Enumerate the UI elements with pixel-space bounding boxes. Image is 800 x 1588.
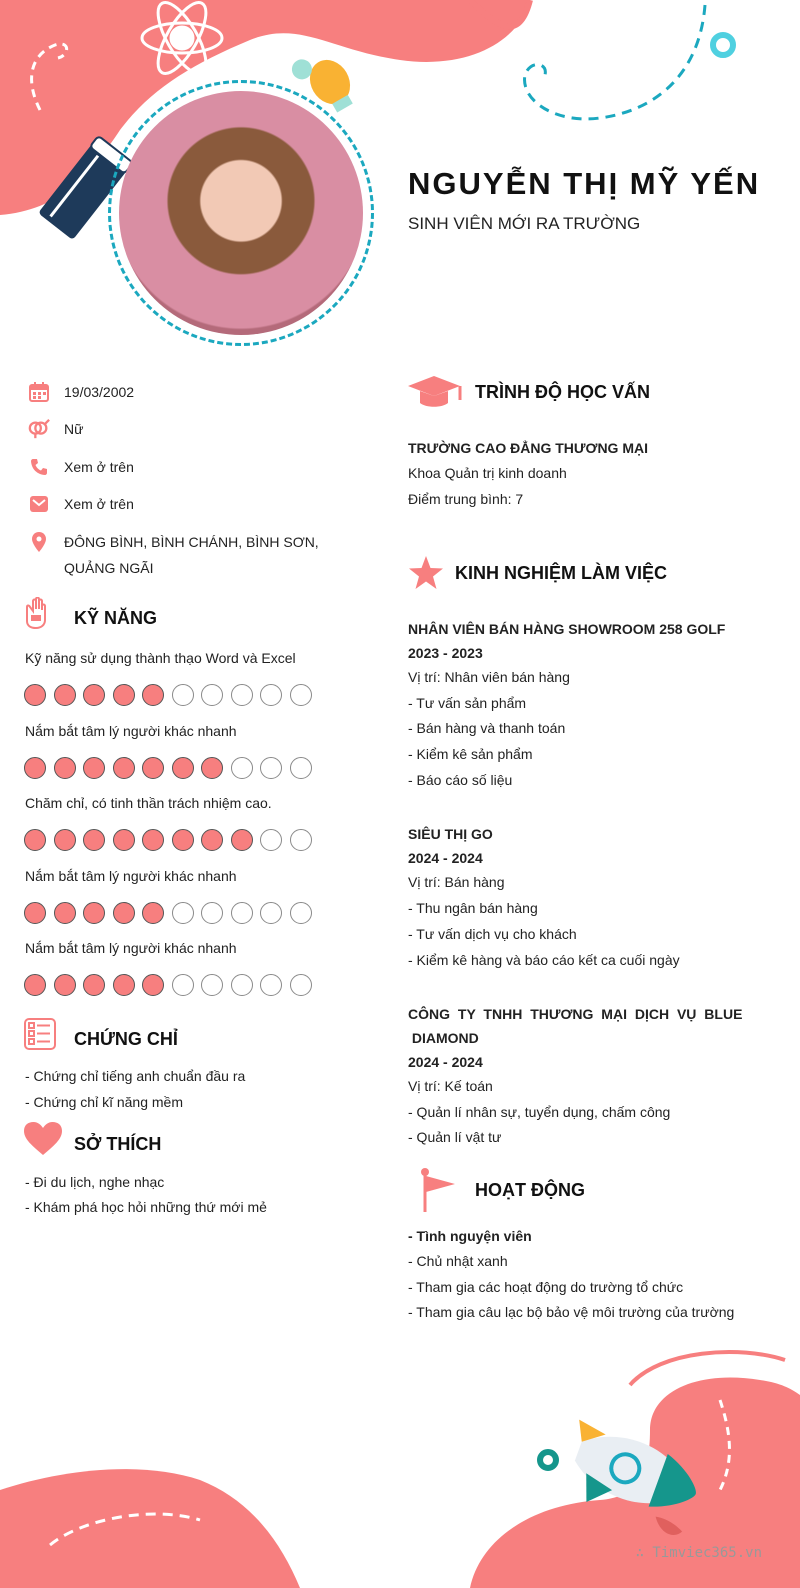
star-icon (408, 556, 444, 590)
rating-dot-filled (83, 974, 105, 996)
skill-rating (24, 684, 312, 706)
education-major: Khoa Quản trị kinh doanh (408, 465, 567, 481)
job-period: 2024 - 2024 (408, 850, 483, 866)
rating-dot-empty (260, 757, 282, 779)
rating-dot-empty (260, 829, 282, 851)
activity-item: - Tình nguyện viên (408, 1228, 532, 1244)
rating-dot-filled (54, 829, 76, 851)
calendar-icon (28, 381, 50, 403)
rating-dot-filled (142, 757, 164, 779)
rating-dot-empty (172, 902, 194, 924)
rating-dot-empty (231, 902, 253, 924)
rating-dot-filled (54, 974, 76, 996)
job-company: NHÂN VIÊN BÁN HÀNG SHOWROOM 258 GOLF (408, 621, 726, 637)
rating-dot-filled (142, 684, 164, 706)
rating-dot-filled (83, 757, 105, 779)
job-detail: - Tư vấn sản phẩm (408, 695, 527, 711)
activity-item: - Tham gia câu lạc bộ bảo vệ môi trường của trường (408, 1304, 735, 1320)
location-icon (28, 531, 50, 553)
rating-dot-filled (231, 829, 253, 851)
contact-phone (28, 454, 324, 480)
job-period: 2024 - 2024 (408, 1054, 483, 1070)
rating-dot-filled (142, 902, 164, 924)
rating-dot-empty (201, 974, 223, 996)
certificate-item: - Chứng chỉ tiếng anh chuẩn đầu ra (25, 1068, 246, 1084)
job-detail: - Thu ngân bán hàng (408, 900, 538, 916)
rating-dot-empty (172, 684, 194, 706)
job-company: SIÊU THỊ GO (408, 826, 493, 842)
rating-dot-filled (83, 684, 105, 706)
contact-birthdate (28, 379, 324, 405)
rating-dot-empty (290, 684, 312, 706)
job-company-continued: DIAMOND (408, 1030, 479, 1046)
rating-dot-empty (201, 684, 223, 706)
rating-dot-filled (83, 902, 105, 924)
activity-item: - Chủ nhật xanh (408, 1253, 508, 1269)
watermark: ∴ Timviec365.vn (635, 1545, 762, 1561)
rating-dot-empty (260, 902, 282, 924)
job-period: 2023 - 2023 (408, 645, 483, 661)
rating-dot-empty (260, 974, 282, 996)
certificate-item: - Chứng chỉ kĩ năng mềm (25, 1094, 183, 1110)
address-text: ĐÔNG BÌNH, BÌNH CHÁNH, BÌNH SƠN, QUẢNG NGÃI (64, 534, 319, 576)
rating-dot-filled (201, 757, 223, 779)
rating-dot-empty (172, 974, 194, 996)
graduation-cap-icon (408, 374, 464, 410)
job-detail: - Kiểm kê hàng và báo cáo kết ca cuối ngày (408, 952, 680, 968)
heart-icon (24, 1122, 62, 1156)
gender-text: Nữ (64, 421, 84, 437)
rating-dot-filled (113, 974, 135, 996)
job-detail: - Báo cáo số liệu (408, 772, 513, 788)
contact-address (28, 529, 324, 581)
rating-dot-filled (54, 902, 76, 924)
rating-dot-filled (83, 829, 105, 851)
skills-title: KỸ NĂNG (74, 608, 158, 628)
rating-dot-empty (290, 757, 312, 779)
education-school: TRƯỜNG CAO ĐẲNG THƯƠNG MẠI (408, 440, 648, 456)
phone-text: Xem ở trên (64, 459, 134, 475)
job-company: CÔNG TY TNHH THƯƠNG MẠI DỊCH VỤ BLUE (408, 1006, 743, 1022)
contact-email (28, 491, 324, 517)
job-detail: - Tư vấn dịch vụ cho khách (408, 926, 577, 942)
job-detail: - Bán hàng và thanh toán (408, 720, 566, 736)
rating-dot-empty (231, 974, 253, 996)
hobby-item: - Đi du lịch, nghe nhạc (25, 1174, 165, 1190)
job-detail: Vị trí: Bán hàng (408, 874, 505, 890)
rating-dot-filled (172, 829, 194, 851)
experience-title: KINH NGHIỆM LÀM VIỆC (455, 563, 668, 583)
skill-rating (24, 902, 312, 924)
education-title: TRÌNH ĐỘ HỌC VẤN (475, 382, 650, 402)
birthdate-text: 19/03/2002 (64, 384, 135, 400)
activities-title: HOẠT ĐỘNG (475, 1180, 585, 1200)
job-detail: Vị trí: Nhân viên bán hàng (408, 669, 570, 685)
profile-photo (108, 80, 374, 346)
rating-dot-filled (113, 757, 135, 779)
rating-dot-filled (54, 757, 76, 779)
rating-dot-empty (201, 902, 223, 924)
rating-dot-empty (290, 902, 312, 924)
hobbies-title: SỞ THÍCH (74, 1134, 162, 1154)
rating-dot-empty (231, 684, 253, 706)
rating-dot-empty (260, 684, 282, 706)
rating-dot-filled (113, 684, 135, 706)
flag-icon (415, 1168, 457, 1214)
email-icon (28, 493, 50, 515)
profile-photo-image (119, 91, 363, 335)
rating-dot-filled (54, 684, 76, 706)
job-detail: - Quản lí nhân sự, tuyển dụng, chấm công (408, 1104, 671, 1120)
certificates-title: CHỨNG CHỈ (74, 1029, 178, 1049)
skill-label: Nắm bắt tâm lý người khác nhanh (25, 723, 237, 739)
rating-dot-filled (201, 829, 223, 851)
phone-icon (28, 456, 50, 478)
contact-gender (28, 416, 324, 442)
skill-rating (24, 757, 312, 779)
rating-dot-filled (24, 902, 46, 924)
rating-dot-filled (113, 829, 135, 851)
rating-dot-filled (142, 974, 164, 996)
skill-label: Nắm bắt tâm lý người khác nhanh (25, 868, 237, 884)
skill-rating (24, 974, 312, 996)
gender-icon (28, 418, 50, 440)
rating-dot-filled (142, 829, 164, 851)
rating-dot-empty (290, 829, 312, 851)
skill-label: Kỹ năng sử dụng thành thạo Word và Excel (25, 650, 296, 666)
rating-dot-filled (24, 974, 46, 996)
hobby-item: - Khám phá học hỏi những thứ mới mẻ (25, 1199, 267, 1215)
activity-item: - Tham gia các hoạt động do trường tổ chức (408, 1279, 684, 1295)
education-gpa: Điểm trung bình: 7 (408, 491, 524, 507)
checklist-icon (24, 1018, 56, 1050)
rating-dot-empty (290, 974, 312, 996)
email-text: Xem ở trên (64, 496, 134, 512)
skill-label: Chăm chỉ, có tinh thần trách nhiệm cao. (25, 795, 272, 811)
rating-dot-filled (24, 829, 46, 851)
rating-dot-filled (24, 757, 46, 779)
skill-rating (24, 829, 312, 851)
candidate-title: SINH VIÊN MỚI RA TRƯỜNG (408, 214, 641, 233)
skill-label: Nắm bắt tâm lý người khác nhanh (25, 940, 237, 956)
rating-dot-filled (172, 757, 194, 779)
rating-dot-filled (113, 902, 135, 924)
rating-dot-filled (24, 684, 46, 706)
rating-dot-empty (231, 757, 253, 779)
candidate-name: NGUYỄN THỊ MỸ YẾN (408, 166, 761, 201)
job-detail: Vị trí: Kế toán (408, 1078, 493, 1094)
hand-icon (24, 597, 48, 629)
job-detail: - Quản lí vật tư (408, 1129, 502, 1145)
job-detail: - Kiểm kê sản phẩm (408, 746, 533, 762)
